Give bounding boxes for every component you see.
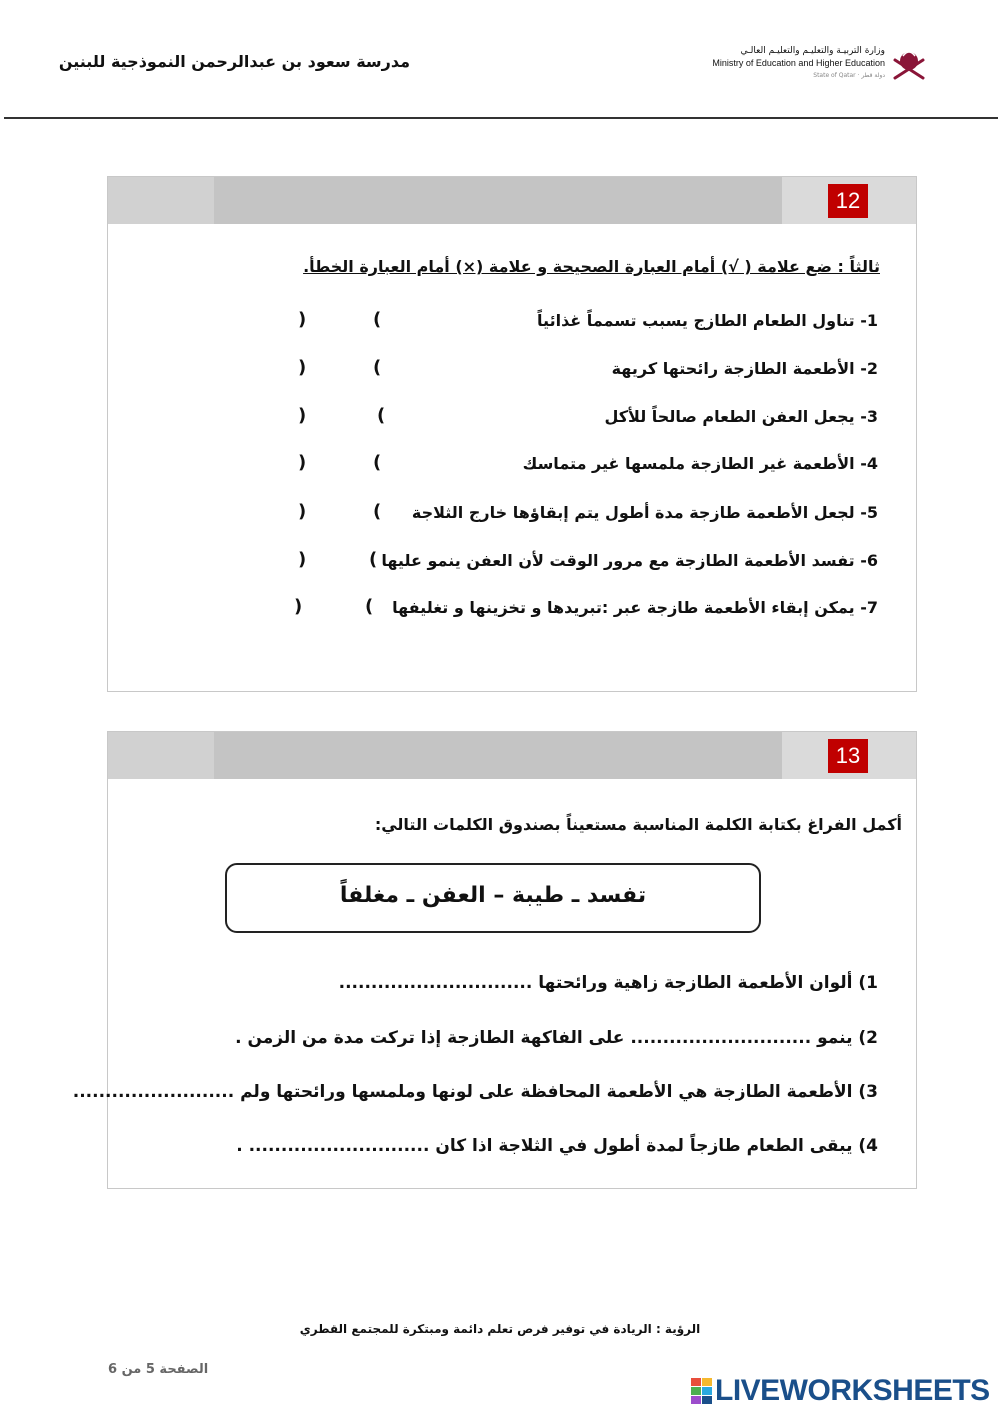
answer-paren-open: ( (369, 549, 378, 570)
answer-paren-close: ) (298, 501, 307, 522)
statement-number: 7- (860, 598, 878, 617)
question-12-card (107, 176, 917, 692)
liveworksheets-icon (691, 1378, 713, 1404)
ministry-name-ar: وزارة التربيـة والتعليـم والتعليـم العالـي (740, 46, 885, 56)
statement-body: الأطعمة غير الطازجة ملمسها غير متماسك (522, 454, 855, 473)
answer-paren-close: ) (298, 452, 307, 473)
answer-paren-close: ) (298, 405, 307, 426)
fill-sentence-1[interactable]: 1) ألوان الأطعمة الطازجة زاهية ورائحتها .............................. (338, 973, 878, 993)
question-instruction: ثالثاً : ضع علامة ( √) أمام العبارة الصحيحة و علامة (×) أمام العبارة الخطأ. (303, 257, 880, 276)
statement-body: يمكن إبقاء الأطعمة طازجة عبر :تبريدها و تخزينها و تغليفها (392, 598, 855, 617)
ministry-logo (714, 44, 929, 88)
ministry-name-en: Ministry of Education and Higher Education (712, 58, 885, 68)
answer-paren-open: ( (373, 309, 382, 330)
school-name: مدرسة سعود بن عبدالرحمن النموذجية للبنين (58, 52, 410, 71)
statement-text (392, 598, 878, 617)
statement-body: يجعل العفن الطعام صالحاً للأكل (604, 407, 855, 426)
answer-paren-close: ) (294, 596, 303, 617)
statement-number: 1- (860, 311, 878, 330)
statement-text (537, 311, 878, 330)
liveworksheets-logo (691, 1374, 991, 1408)
answer-slot[interactable] (313, 454, 368, 476)
answer-slot[interactable] (313, 407, 368, 429)
statement-number: 5- (860, 503, 878, 522)
fill-sentence-4[interactable]: 4) يبقى الطعام طازجاً لمدة أطول في الثلاجة اذا كان ............................ . (236, 1136, 878, 1156)
qatar-emblem-icon (889, 44, 929, 84)
question-13-card (72, 731, 917, 1189)
statement-text (412, 503, 878, 522)
answer-slot[interactable] (313, 359, 368, 381)
vision-statement: الرؤية : الريادة في توفير فرص تعلم دائمة ومبتكرة للمجتمع القطري (299, 1322, 701, 1336)
page-number: الصفحة 5 من 6 (108, 1362, 209, 1377)
answer-slot[interactable] (313, 503, 368, 525)
statement-body: تفسد الأطعمة الطازجة مع مرور الوقت لأن العفن ينمو عليها (381, 551, 855, 570)
question-number-badge: 12 (828, 184, 868, 218)
fill-sentence-3[interactable]: 3) الأطعمة الطازجة هي الأطعمة المحافظة على لونها وملمسها ورائحتها ولم ......................... (72, 1082, 878, 1102)
answer-paren-open: ( (377, 405, 386, 426)
question-number-badge: 13 (828, 739, 868, 773)
statement-text (612, 359, 878, 378)
statement-number: 6- (860, 551, 878, 570)
fill-sentence-2[interactable]: 2) ينمو ............................ على الفاكهة الطازجة إذا تركت مدة من الزمن . (235, 1028, 878, 1048)
statement-number: 4- (860, 454, 878, 473)
answer-paren-open: ( (373, 501, 382, 522)
ministry-subtitle: State of Qatar · دولة قطر (813, 72, 885, 79)
question-instruction: أكمل الفراغ بكتابة الكلمة المناسبة مستعيناً بصندوق الكلمات التالي: (374, 815, 902, 834)
answer-paren-open: ( (373, 357, 382, 378)
answer-paren-open: ( (373, 452, 382, 473)
statement-body: تناول الطعام الطازج يسبب تسمماً غذائياً (537, 311, 855, 330)
answer-paren-close: ) (298, 357, 307, 378)
answer-slot[interactable] (313, 551, 368, 573)
answer-slot[interactable] (313, 311, 368, 333)
statement-number: 2- (860, 359, 878, 378)
liveworksheets-wordmark: LIVEWORKSHEETS (715, 1374, 990, 1407)
word-bank-box (225, 863, 761, 933)
statement-text (381, 551, 878, 570)
question-header-bar (108, 732, 916, 779)
answer-paren-open: ( (365, 596, 374, 617)
word-bank-words: تفسد ـ طيبة – العفن ـ مغلفاً (339, 883, 647, 908)
statement-body: الأطعمة الطازجة رائحتها كريهة (611, 359, 855, 378)
answer-paren-close: ) (298, 549, 307, 570)
statement-body: لجعل الأطعمة طازجة مدة أطول يتم إبقاؤها خارج الثلاجة (411, 503, 855, 522)
question-header-bar (108, 177, 916, 224)
answer-slot[interactable] (313, 598, 368, 620)
statement-text (523, 454, 878, 473)
answer-paren-close: ) (298, 309, 307, 330)
statement-number: 3- (860, 407, 878, 426)
header-divider (4, 117, 998, 119)
statement-text (604, 407, 878, 426)
